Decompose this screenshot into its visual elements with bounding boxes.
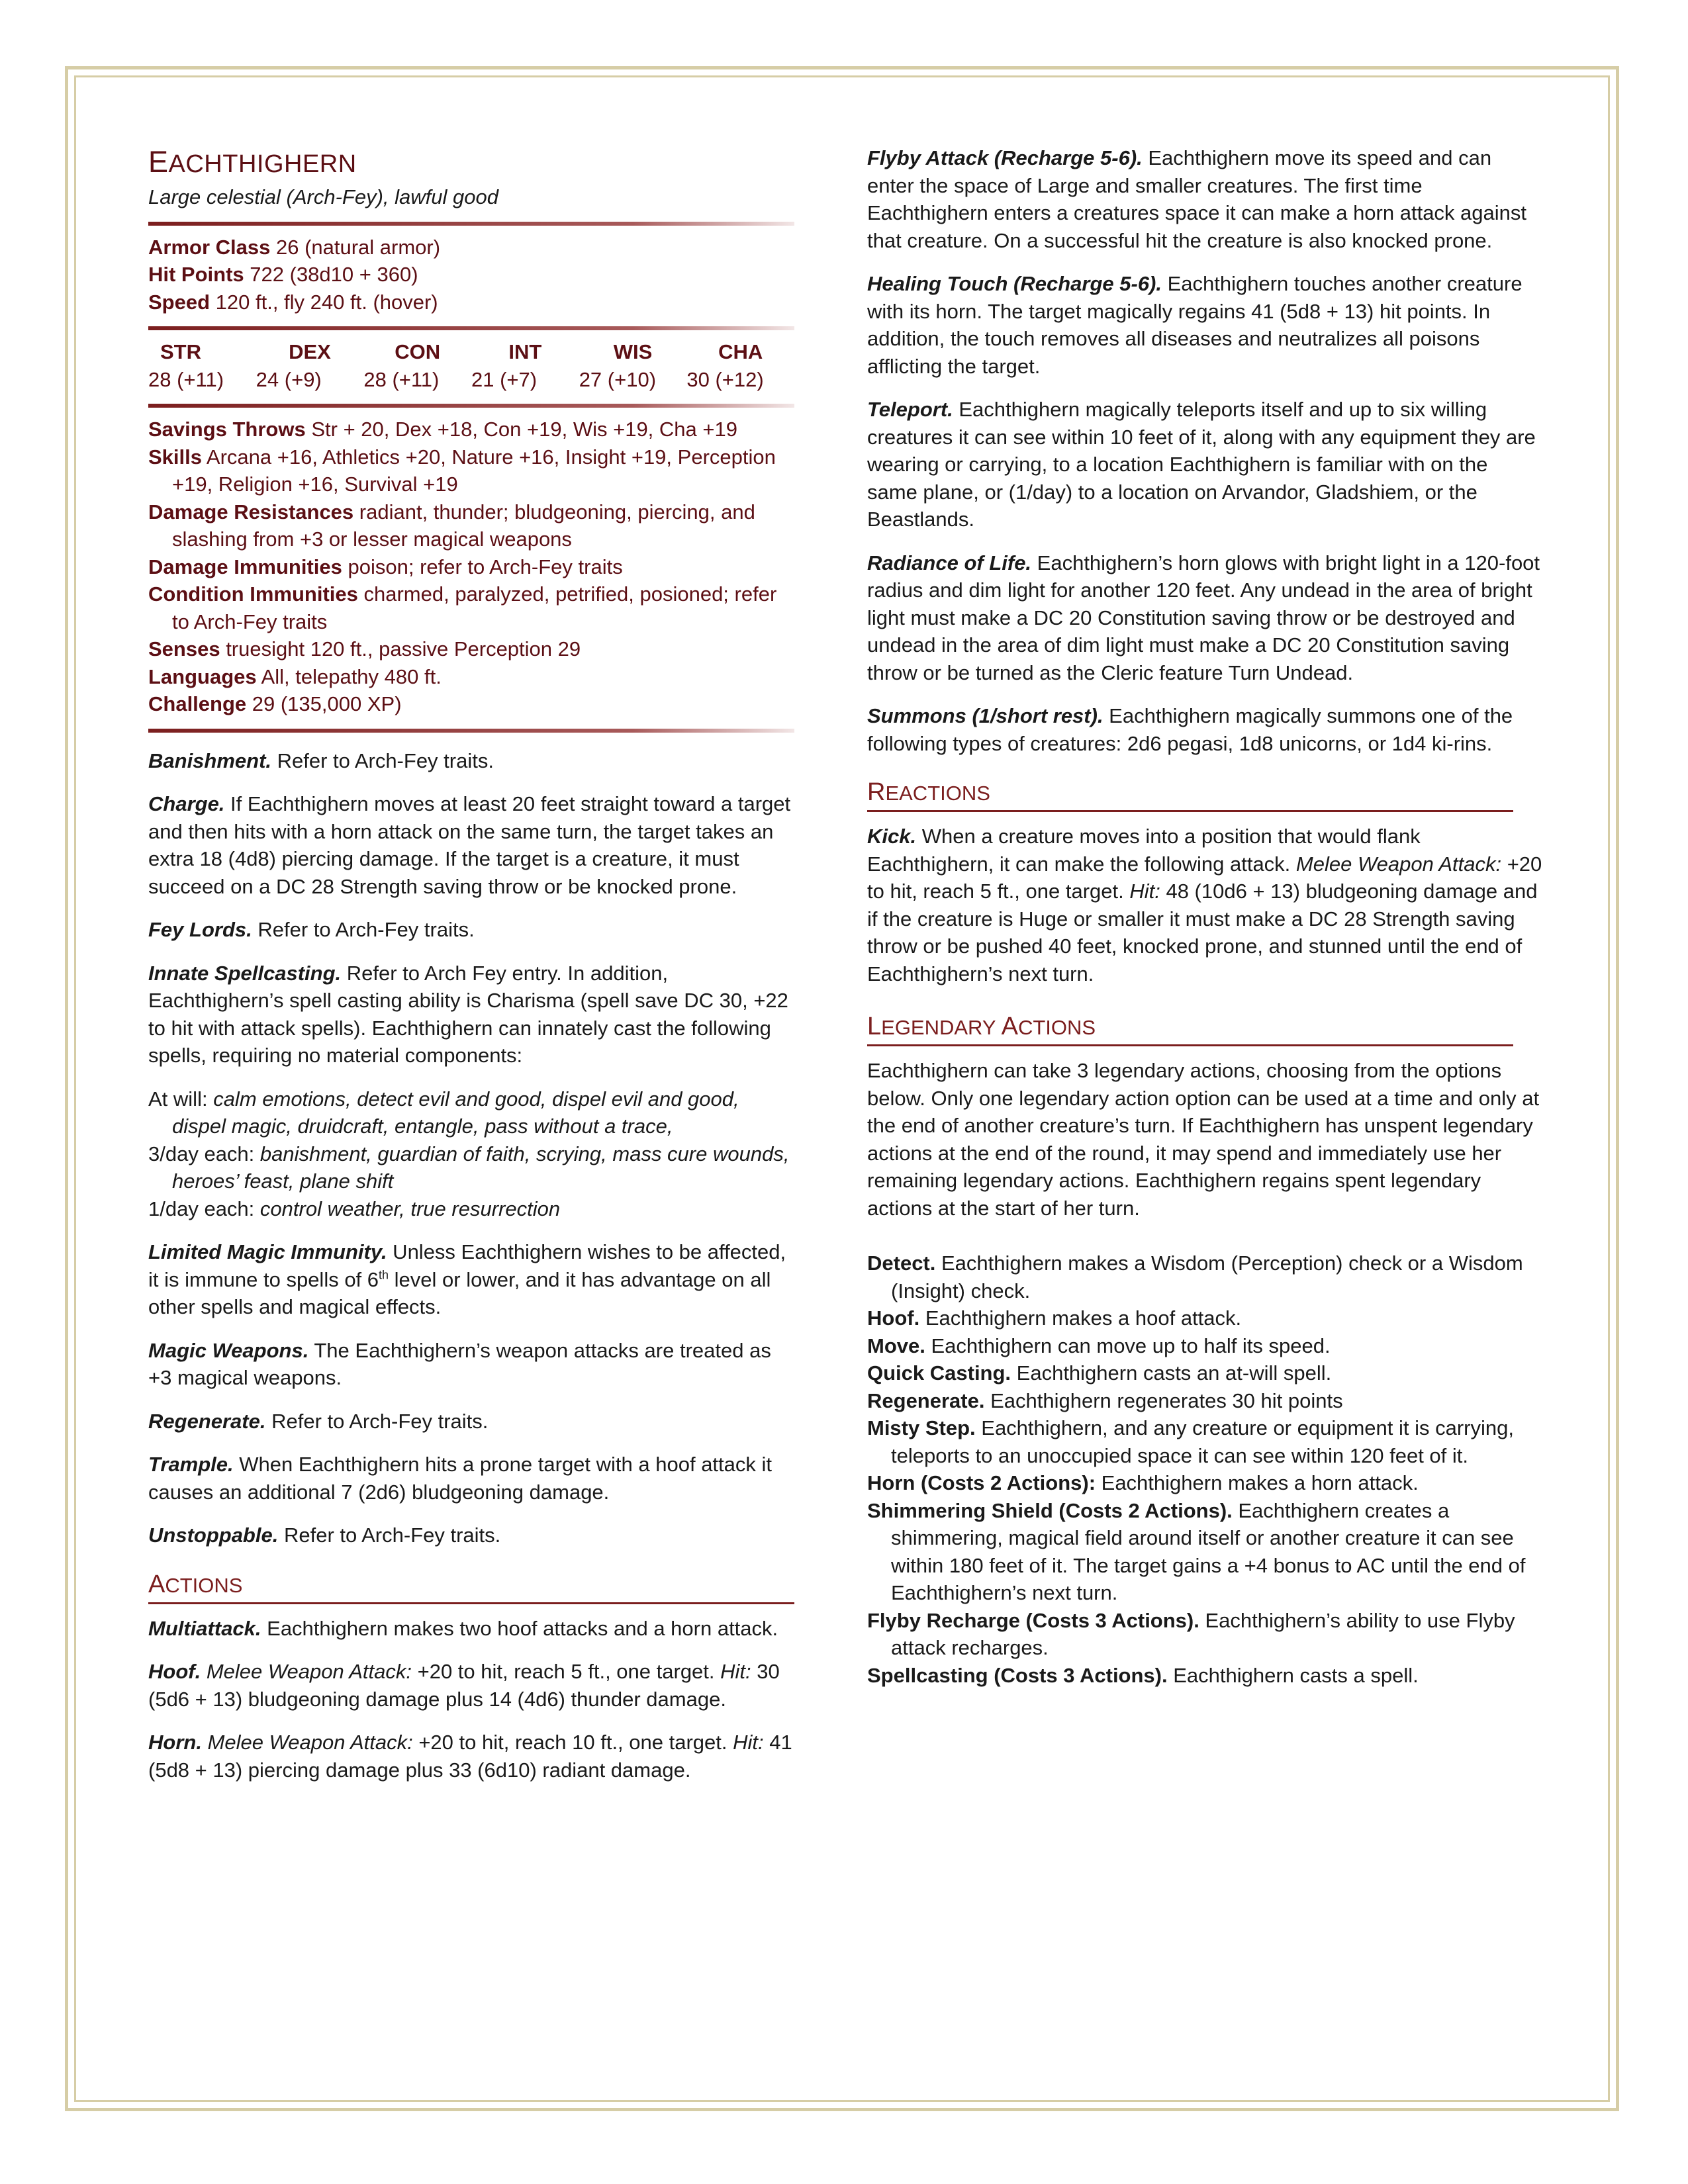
ability-dex: DEX 24 (+9) — [256, 340, 331, 391]
section-actions: ACTIONS — [148, 1569, 794, 1604]
legendary-item: Spellcasting (Costs 3 Actions). Eachthighern casts a spell. — [867, 1663, 1419, 1687]
legendary-item: Detect. Eachthighern makes a Wisdom (Perception) check or a Wisdom (Insight) check. — [867, 1251, 1523, 1302]
action-hoof: Hoof. Melee Weapon Attack: +20 to hit, reach 5 ft., one target. Hit: 30 (5d6 + 13) bludgeoning damage plus 14 (4d6) thunder damage. — [148, 1660, 780, 1711]
legendary-action-list — [867, 1250, 1542, 1689]
senses: Senses truesight 120 ft., passive Perception 29 — [148, 637, 581, 660]
trait-limited-magic-immunity: Limited Magic Immunity. Unless Eachthighern wishes to be affected, it is immune to spells of 6th level or lower, and it has advantage on all other spells and magical effects. — [148, 1240, 786, 1318]
ability-scores — [148, 338, 794, 393]
divider — [148, 729, 794, 733]
legendary-item: Shimmering Shield (Costs 2 Actions). Eachthighern creates a shimmering, magical field around itself or another creature it can see within 180 feet of it. The target gains a +4 bonus to AC until the end of Eachthighern’s next turn. — [867, 1498, 1526, 1604]
divider — [148, 326, 794, 330]
action-horn: Horn. Melee Weapon Attack: +20 to hit, reach 10 ft., one target. Hit: 41 (5d8 + 13) piercing damage plus 33 (6d10) radiant damage. — [148, 1731, 792, 1782]
damage-resistances: Damage Resistances radiant, thunder; bludgeoning, piercing, and slashing from +3 or lesser magical weapons — [148, 500, 755, 551]
trait-fey-lords: Fey Lords. Refer to Arch-Fey traits. — [148, 918, 475, 941]
legendary-item: Horn (Costs 2 Actions): Eachthighern makes a horn attack. — [867, 1471, 1419, 1494]
condition-immunities: Condition Immunities charmed, paralyzed, petrified, posioned; refer to Arch-Fey traits — [148, 582, 777, 633]
legendary-item: Move. Eachthighern can move up to half its speed. — [867, 1334, 1331, 1357]
ability-wis: WIS 27 (+10) — [579, 340, 657, 391]
divider — [148, 404, 794, 408]
reaction-kick: Kick. When a creature moves into a position that would flank Eachthighern, it can make the following attack. Melee Weapon Attack: +20 to hit, reach 5 ft., one target. Hit: 48 (10d6 + 13) bludgeoning damage and if the creature is Huge or smaller it must make a DC 28 Strength saving throw or be pushed 40 feet, knocked prone, and stunned until the end of Eachthighern’s next turn. — [867, 825, 1542, 985]
legendary-item: Misty Step. Eachthighern, and any creature or equipment it is carrying, teleports to an unoccupied space it can see within 120 feet of it. — [867, 1416, 1514, 1467]
divider — [148, 222, 794, 226]
ability-cha: CHA 30 (+12) — [686, 340, 764, 391]
challenge: Challenge 29 (135,000 XP) — [148, 692, 402, 715]
action-multiattack: Multiattack. Eachthighern makes two hoof attacks and a horn attack. — [148, 1616, 778, 1640]
languages: Languages All, telepathy 480 ft. — [148, 664, 442, 688]
legendary-item: Regenerate. Eachthighern regenerates 30 hit points — [867, 1388, 1343, 1412]
right-column — [867, 144, 1542, 1689]
legendary-item: Quick Casting. Eachthighern casts an at-will spell. — [867, 1361, 1332, 1385]
action-healing-touch: Healing Touch (Recharge 5-6). Eachthighern touches another creature with its horn. The target magically regains 41 (5d8 + 13) hit points. In addition, the touch removes all diseases and neutralizes all poisons afflicting the target. — [867, 272, 1523, 378]
creature-subtitle: Large celestial (Arch-Fey), lawful good — [148, 185, 498, 208]
spell-row: 3/day each: banishment, guardian of faith, scrying, mass cure wounds, heroes’ feast, plane shift — [148, 1142, 790, 1193]
action-teleport: Teleport. Eachthighern magically teleports itself and up to six willing creatures it can see within 10 feet of it, along with any equipment they are wearing or carrying, to a location Eachthighern is familiar with on the same plane, or (1/day) to a location on Arvandor, Gladshiem, or the Beastlands. — [867, 398, 1536, 531]
trait-magic-weapons: Magic Weapons. The Eachthighern’s weapon attacks are treated as +3 magical weapons. — [148, 1338, 771, 1389]
legendary-intro: Eachthighern can take 3 legendary actions, choosing from the options below. Only one legendary action option can be used at a time and only at the end of another creature’s turn. If Eachthighern has unspent legendary actions at the end of the round, it may spend and immediately use her remaining legendary actions. Eachthighern regains spent legendary actions at the start of her turn. — [867, 1059, 1540, 1220]
section-reactions: REACTIONS — [867, 777, 1513, 812]
trait-innate-spellcasting: Innate Spellcasting. Refer to Arch Fey entry. In addition, Eachthighern’s spell casting ability is Charisma (spell save DC 30, +22 to hit with attack spells). Eachthighern can innately cast the following spells, requiring no material components: — [148, 961, 788, 1067]
creature-name: EACHTHIGHERN — [148, 145, 357, 179]
legendary-item: Hoof. Eachthighern makes a hoof attack. — [867, 1306, 1242, 1330]
spell-row: At will: calm emotions, detect evil and good, dispel evil and good, dispel magic, druidcraft, entangle, pass without a trace, — [148, 1087, 739, 1138]
left-column — [148, 144, 794, 1799]
trait-charge: Charge. If Eachthighern moves at least 20 feet straight toward a target and then hits with a horn attack on the same turn, the target takes an extra 18 (4d8) piercing damage. If the target is a creature, it must succeed on a DC 28 Strength saving throw or be knocked prone. — [148, 792, 791, 898]
action-flyby-attack: Flyby Attack (Recharge 5-6). Eachthighern move its speed and can enter the space of Large and smaller creatures. The first time Eachthighern enters a creatures space it can make a horn attack against that creature. On a successful hit the creature is also knocked prone. — [867, 146, 1527, 252]
ability-int: INT 21 (+7) — [471, 340, 542, 391]
section-legendary-actions: LEGENDARY ACTIONS — [867, 1011, 1513, 1046]
skills: Skills Arcana +16, Athletics +20, Nature +16, Insight +19, Perception +19, Religion +16, Survival +19 — [148, 445, 776, 496]
trait-banishment: Banishment. Refer to Arch-Fey traits. — [148, 749, 494, 772]
speed: Speed 120 ft., fly 240 ft. (hover) — [148, 290, 438, 314]
action-radiance-of-life: Radiance of Life. Eachthighern’s horn glows with bright light in a 120-foot radius and dim light for another 120 feet. Any undead in the area of bright light must make a DC 20 Constitution saving throw or be destroyed and undead in the area of dim light must make a DC 20 Constitution saving throw or be turned as the Cleric feature Turn Undead. — [867, 551, 1540, 684]
damage-immunities: Damage Immunities poison; refer to Arch-Fey traits — [148, 555, 623, 578]
ability-str: STR 28 (+11) — [148, 340, 224, 391]
spell-row: 1/day each: control weather, true resurrection — [148, 1197, 561, 1220]
saving-throws: Savings Throws Str + 20, Dex +18, Con +19, Wis +19, Cha +19 — [148, 418, 737, 441]
action-summons: Summons (1/short rest). Eachthighern magically summons one of the following types of creatures: 2d6 pegasi, 1d8 unicorns, or 1d4 ki-rins. — [867, 704, 1513, 755]
trait-regenerate: Regenerate. Refer to Arch-Fey traits. — [148, 1409, 489, 1433]
trait-trample: Trample. When Eachthighern hits a prone target with a hoof attack it causes an additional 7 (2d6) bludgeoning damage. — [148, 1453, 773, 1504]
trait-unstoppable: Unstoppable. Refer to Arch-Fey traits. — [148, 1524, 501, 1547]
armor-class: Armor Class 26 (natural armor) — [148, 235, 441, 259]
hit-points: Hit Points 722 (38d10 + 360) — [148, 263, 418, 286]
spell-list — [148, 1085, 794, 1223]
ability-con: CON 28 (+11) — [363, 340, 441, 391]
legendary-item: Flyby Recharge (Costs 3 Actions). Eachthighern’s ability to use Flyby attack recharges. — [867, 1608, 1515, 1659]
